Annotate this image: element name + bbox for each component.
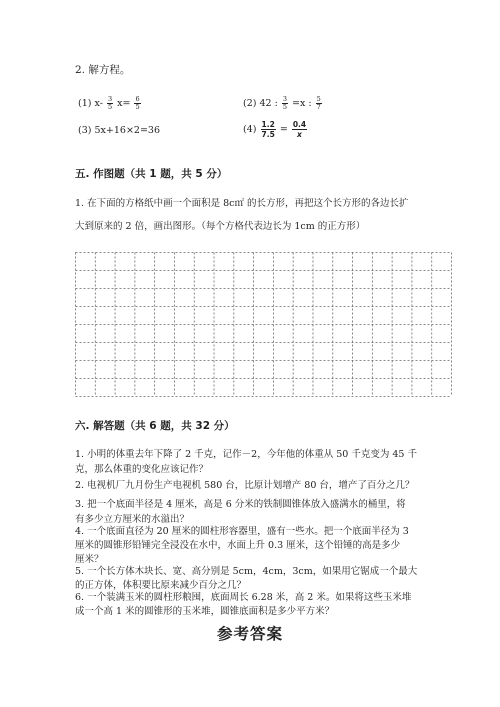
fraction-denominator: 5 [282,103,287,111]
fraction-denominator: 7 [316,103,321,111]
section-6-heading: 六. 解答题（共 6 题，共 32 分） [75,420,235,432]
fraction-denominator: x [297,130,302,139]
equation-2 [243,96,323,111]
equation-2-fraction-a [282,96,288,111]
equation-2-fraction-b [316,96,322,111]
section-6-line: 2. 电视机厂九月份生产电视机 580 台，比原计划增产 80 台，增产了百分之几？ [75,480,415,491]
equation-1-mid: x= [117,98,131,109]
equation-4-fraction-a [261,120,276,139]
drawing-grid[interactable] [75,252,452,397]
section-5-heading: 五. 作图题（共 1 题，共 5 分） [75,168,228,180]
fraction-numerator: 1.2 [261,120,275,129]
section-6-line: 1. 小明的体重去年下降了 2 千克，记作－2，今年他的体重从 50 千克变为 45 千 [75,449,417,460]
answer-title: 参考答案 [216,625,283,643]
equation-2-mid: =x : [292,98,312,109]
fraction-numerator: 5 [316,95,321,103]
fraction-numerator: 0.4 [292,120,307,129]
section-6-line: 的正方体，体积要比原来减少百分之几？ [75,580,247,591]
fraction-numerator: 3 [107,95,113,103]
section-6-line: 厘米？ [75,554,104,565]
equation-4-mid: = [279,124,288,135]
section-6-line: 成一个高 1 米的圆锥形的玉米堆，圆锥底面积是多少平方米？ [75,606,335,617]
fraction-numerator: 6 [135,95,140,103]
equation-1-fraction-b [134,96,140,111]
section-5-question-line-1: 1. 在下面的方格纸中画一个面积是 8c㎡ 的长方形，再把这个长方形的各边长扩 [75,198,409,209]
section-6-line: 3. 把一个底面半径是 4 厘米，高是 6 分米的铁制圆锥体放入盛满水的桶里，将 [75,499,406,510]
section-6-line: 5. 一个长方体木块长、宽、高分别是 5cm，4cm，3cm，如果用它锯成一个最大 [75,566,418,577]
equation-2-pre: 42 : [259,98,278,109]
fraction-numerator: 3 [282,95,287,103]
section-5-question-line-2: 大到原来的 2 倍，画出图形。（每个方格代表边长为 1cm 的正方形） [75,221,366,232]
equation-1-label: (1) [78,98,92,109]
section-6-line: 4. 一个底面直径为 20 厘米的圆柱形容器里，盛有一些水。把一个底面半径为 3 [75,526,409,537]
equation-4-fraction-b [292,120,307,139]
equation-1-fraction-a [107,96,113,111]
section-2-heading: 2. 解方程。 [75,64,131,76]
equation-4 [243,120,308,139]
fraction-denominator: 5 [135,103,140,111]
equation-3 [78,125,160,136]
section-6-line: 厘米的圆锥形铅锤完全浸没在水中，水面上升 0.3 厘米，这个铅锤的高是多少 [75,540,401,551]
equation-3-label: (3) [78,125,92,136]
section-6-line: 有多少立方厘米的水溢出？ [75,514,190,525]
equation-1-pre: x- [94,98,103,109]
equation-1 [78,96,142,111]
section-6-line: 6. 一个装满玉米的圆柱形粮囤，底面周长 6.28 米，高 2 米。如果将这些玉米堆 [75,592,412,603]
equation-2-label: (2) [243,98,257,109]
fraction-denominator: 5 [107,103,113,111]
equation-4-label: (4) [243,124,257,135]
equation-3-text: 5x+16×2=36 [94,125,161,136]
fraction-denominator: 7.5 [261,130,275,139]
section-6-line: 克，那么体重的变化应该记作？ [75,464,209,475]
